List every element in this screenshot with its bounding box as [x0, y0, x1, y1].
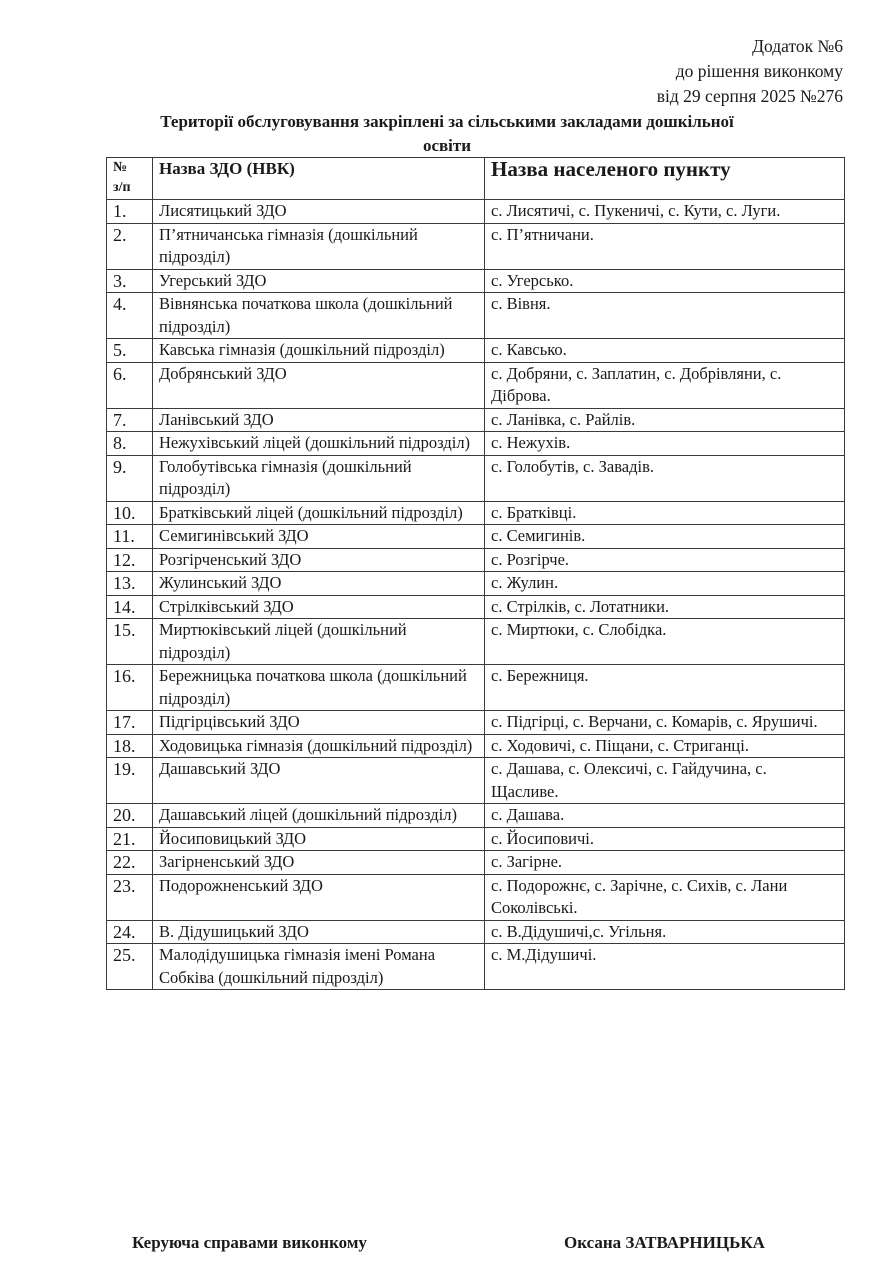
settlement-names: с. Угерсько. [485, 269, 845, 293]
institution-name: Йосиповицький ЗДО [153, 827, 485, 851]
addendum-header [657, 34, 843, 109]
settlement-names: с. Розгірче. [485, 548, 845, 572]
signatory-position: Керуюча справами виконкому [132, 1233, 367, 1252]
table-row [107, 339, 845, 363]
settlement-names: с. Дашава, с. Олексичі, с. Гайдучина, с. Щасливе. [485, 758, 845, 804]
row-number: 13. [107, 572, 153, 596]
row-number: 8. [107, 432, 153, 456]
row-number: 15. [107, 619, 153, 665]
table-row [107, 804, 845, 828]
institution-name: Братківський ліцей (дошкільний підрозділ) [153, 501, 485, 525]
row-number: 24. [107, 920, 153, 944]
institution-name: Підгірцівський ЗДО [153, 711, 485, 735]
institution-name: Дашавський ЗДО [153, 758, 485, 804]
institution-name: Подорожненський ЗДО [153, 874, 485, 920]
table-row [107, 665, 845, 711]
settlement-names: с. Бережниця. [485, 665, 845, 711]
table-row [107, 525, 845, 549]
settlement-names: с. Ходовичі, с. Піщани, с. Стриганці. [485, 734, 845, 758]
table-row [107, 362, 845, 408]
table-row [107, 200, 845, 224]
table-row [107, 827, 845, 851]
header-settlement-name: Назва населеного пункту [485, 158, 845, 200]
table-row [107, 432, 845, 456]
document-title-line2: освіти [422, 136, 472, 155]
row-number: 21. [107, 827, 153, 851]
table-row [107, 851, 845, 875]
row-number: 5. [107, 339, 153, 363]
row-number: 14. [107, 595, 153, 619]
settlement-names: с. Братківці. [485, 501, 845, 525]
institution-name: Кавська гімназія (дошкільний підрозділ) [153, 339, 485, 363]
institution-name: Загірненський ЗДО [153, 851, 485, 875]
addendum-number: Додаток №6 [752, 36, 843, 56]
table-row [107, 734, 845, 758]
row-number: 12. [107, 548, 153, 572]
row-number: 9. [107, 455, 153, 501]
header-number-symbol: № [113, 160, 128, 175]
row-number: 7. [107, 408, 153, 432]
institution-name: Бережницька початкова школа (дошкільний підрозділ) [153, 665, 485, 711]
row-number: 3. [107, 269, 153, 293]
settlement-names: с. Загірне. [485, 851, 845, 875]
institution-name: Малодідушицька гімназія імені Романа Собківа (дошкільний підрозділ) [153, 944, 485, 990]
institution-name: Ходовицька гімназія (дошкільний підрозділ) [153, 734, 485, 758]
document-title [0, 110, 894, 158]
row-number: 1. [107, 200, 153, 224]
settlement-names: с. Семигинів. [485, 525, 845, 549]
institution-name: П’ятничанська гімназія (дошкільний підрозділ) [153, 223, 485, 269]
document-title-line1: Території обслуговування закріплені за сільськими закладами дошкільної [160, 112, 734, 131]
institution-name: Добрянський ЗДО [153, 362, 485, 408]
row-number: 2. [107, 223, 153, 269]
territories-table [106, 157, 845, 990]
institution-name: Угерський ЗДО [153, 269, 485, 293]
settlement-names: с. Добряни, с. Заплатин, с. Добрівляни, с. Діброва. [485, 362, 845, 408]
settlement-names: с. Підгірці, с. Верчани, с. Комарів, с. Ярушичі. [485, 711, 845, 735]
settlement-names: с. В.Дідушичі,с. Угільня. [485, 920, 845, 944]
table-row [107, 619, 845, 665]
settlement-names: с. Вівня. [485, 293, 845, 339]
institution-name: В. Дідушицький ЗДО [153, 920, 485, 944]
settlement-names: с. Миртюки, с. Слобідка. [485, 619, 845, 665]
row-number: 11. [107, 525, 153, 549]
institution-name: Ланівський ЗДО [153, 408, 485, 432]
row-number: 25. [107, 944, 153, 990]
header-number-abbr: з/п [113, 180, 131, 195]
table-row [107, 595, 845, 619]
row-number: 20. [107, 804, 153, 828]
addendum-decision: до рішення виконкому [675, 61, 843, 81]
settlement-names: с. П’ятничани. [485, 223, 845, 269]
signatory-name: Оксана ЗАТВАРНИЦЬКА [564, 1233, 765, 1252]
addendum-date: від 29 серпня 2025 №276 [656, 86, 843, 106]
settlement-names: с. Стрілків, с. Лотатники. [485, 595, 845, 619]
row-number: 23. [107, 874, 153, 920]
table-row [107, 711, 845, 735]
settlement-names: с. Жулин. [485, 572, 845, 596]
table-body [107, 200, 845, 990]
row-number: 18. [107, 734, 153, 758]
table-row [107, 455, 845, 501]
row-number: 10. [107, 501, 153, 525]
header-institution-name: Назва ЗДО (НВК) [153, 158, 485, 200]
settlement-names: с. Ланівка, с. Райлів. [485, 408, 845, 432]
settlement-names: с. Кавсько. [485, 339, 845, 363]
institution-name: Розгірченський ЗДО [153, 548, 485, 572]
table-row [107, 758, 845, 804]
settlement-names: с. Голобутів, с. Завадів. [485, 455, 845, 501]
institution-name: Голобутівська гімназія (дошкільний підрозділ) [153, 455, 485, 501]
institution-name: Лисятицький ЗДО [153, 200, 485, 224]
table-row [107, 920, 845, 944]
row-number: 6. [107, 362, 153, 408]
row-number: 17. [107, 711, 153, 735]
institution-name: Жулинський ЗДО [153, 572, 485, 596]
institution-name: Вівнянська початкова школа (дошкільний підрозділ) [153, 293, 485, 339]
institution-name: Стрілківський ЗДО [153, 595, 485, 619]
table-row [107, 874, 845, 920]
table-row [107, 548, 845, 572]
table-row [107, 223, 845, 269]
table-row [107, 269, 845, 293]
table-row [107, 572, 845, 596]
settlement-names: с. Йосиповичі. [485, 827, 845, 851]
settlement-names: с. Дашава. [485, 804, 845, 828]
row-number: 19. [107, 758, 153, 804]
institution-name: Нежухівський ліцей (дошкільний підрозділ) [153, 432, 485, 456]
row-number: 16. [107, 665, 153, 711]
institution-name: Миртюківський ліцей (дошкільний підрозділ) [153, 619, 485, 665]
settlement-names: с. Лисятичі, с. Пукеничі, с. Кути, с. Луги. [485, 200, 845, 224]
table-row [107, 293, 845, 339]
row-number: 22. [107, 851, 153, 875]
table-row [107, 408, 845, 432]
row-number: 4. [107, 293, 153, 339]
table-row [107, 501, 845, 525]
table-row [107, 944, 845, 990]
settlement-names: с. М.Дідушичі. [485, 944, 845, 990]
institution-name: Семигинівський ЗДО [153, 525, 485, 549]
settlement-names: с. Нежухів. [485, 432, 845, 456]
institution-name: Дашавський ліцей (дошкільний підрозділ) [153, 804, 485, 828]
table-header-row [107, 158, 845, 200]
header-number [107, 158, 153, 200]
settlement-names: с. Подорожнє, с. Зарічне, с. Сихів, с. Лани Соколівські. [485, 874, 845, 920]
